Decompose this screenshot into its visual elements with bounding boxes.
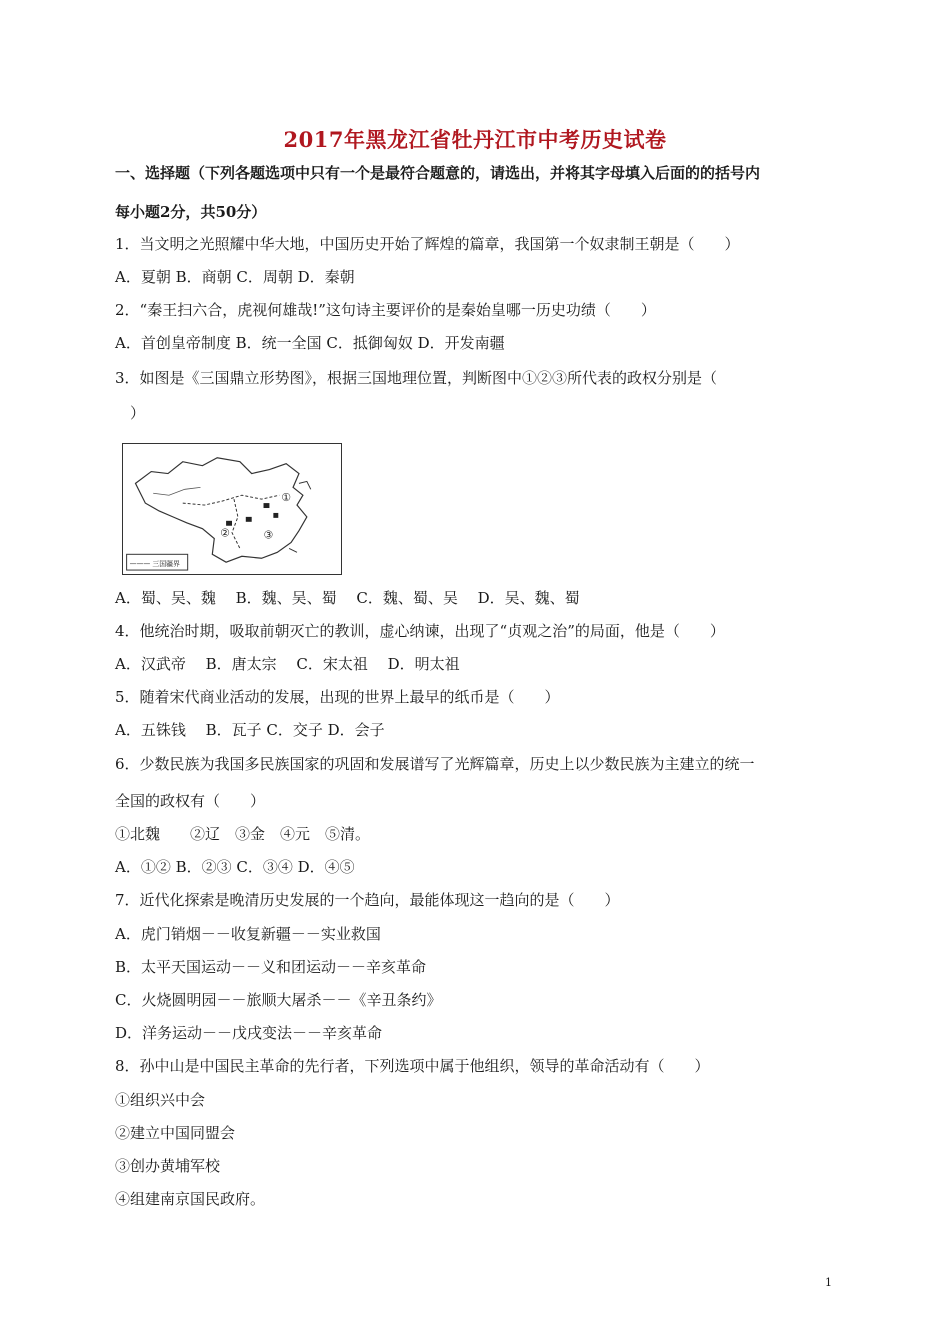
q8-item-4: ④组建南京国民政府。 — [115, 1190, 266, 1208]
map-label-3: ③ — [263, 528, 274, 542]
q5-stem: 5．随着宋代商业活动的发展，出现的世界上最早的纸币是（ ） — [115, 688, 560, 706]
q3-stem-line1: 3．如图是《三国鼎立形势图》，根据三国地理位置，判断图中①②③所代表的政权分别是（ — [115, 369, 718, 387]
q6-items: ①北魏 ②辽 ③金 ④元 ⑤清。 — [115, 825, 371, 843]
q3-stem-line2: ） — [115, 404, 146, 422]
q4-options: A．汉武帝 B．唐太宗 C．宋太祖 D．明太祖 — [115, 655, 460, 673]
q6-stem-line2: 全国的政权有（ ） — [115, 792, 266, 810]
map-legend: ——— 三国疆界 — [129, 560, 180, 569]
map-label-2: ② — [220, 526, 230, 540]
section-heading-line1: 一、选择题（下列各题选项中只有一个是最符合题意的，请选出，并将其字母填入后面的的括号内 — [115, 164, 761, 182]
q4-stem: 4．他统治时期，吸取前朝灭亡的教训，虚心纳谏，出现了“贞观之治”的局面，他是（ ） — [115, 622, 725, 640]
q7-option-b: B．太平天国运动－－义和团运动－－辛亥革命 — [115, 958, 427, 976]
q7-option-a: A．虎门销烟－－收复新疆－－实业救国 — [115, 925, 381, 943]
q5-options: A．五铢钱 B．瓦子 C．交子 D．会子 — [115, 721, 385, 739]
q2-stem: 2．“秦王扫六合，虎视何雄哉!”这句诗主要评价的是秦始皇哪一历史功绩（ ） — [115, 301, 656, 319]
q6-stem-line1: 6．少数民族为我国多民族国家的巩固和发展谱写了光辉篇章，历史上以少数民族为主建立的统一 — [115, 755, 755, 773]
q6-options: A．①② B．②③ C．③④ D．④⑤ — [115, 858, 355, 876]
q1-stem: 1．当文明之光照耀中华大地，中国历史开始了辉煌的篇章，我国第一个奴隶制王朝是（ ） — [115, 235, 740, 253]
q1-options: A．夏朝 B．商朝 C．周朝 D．秦朝 — [115, 268, 355, 286]
q8-item-2: ②建立中国同盟会 — [115, 1124, 236, 1142]
page-number: 1 — [825, 1276, 832, 1289]
q8-stem: 8．孙中山是中国民主革命的先行者，下列选项中属于他组织，领导的革命活动有（ ） — [115, 1057, 710, 1075]
q3-options: A．蜀、吴、魏 B．魏、吴、蜀 C．魏、蜀、吴 D．吴、魏、蜀 — [115, 589, 580, 607]
q8-item-3: ③创办黄埔军校 — [115, 1157, 221, 1175]
map-label-1: ① — [281, 491, 291, 505]
q8-item-1: ①组织兴中会 — [115, 1091, 206, 1109]
page-title: 2017年黑龙江省牡丹江市中考历史试卷 — [283, 127, 667, 152]
q7-option-c: C．火烧圆明园－－旅顺大屠杀－－《辛丑条约》 — [115, 991, 442, 1009]
section-heading-line2: 每小题2分，共50分） — [115, 203, 267, 221]
q2-options: A．首创皇帝制度 B．统一全国 C．抵御匈奴 D．开发南疆 — [115, 334, 505, 352]
q7-option-d: D．洋务运动－－戊戌变法－－辛亥革命 — [115, 1024, 383, 1042]
q7-stem: 7．近代化探索是晚清历史发展的一个趋向，最能体现这一趋向的是（ ） — [115, 891, 620, 909]
three-kingdoms-map — [122, 443, 342, 575]
